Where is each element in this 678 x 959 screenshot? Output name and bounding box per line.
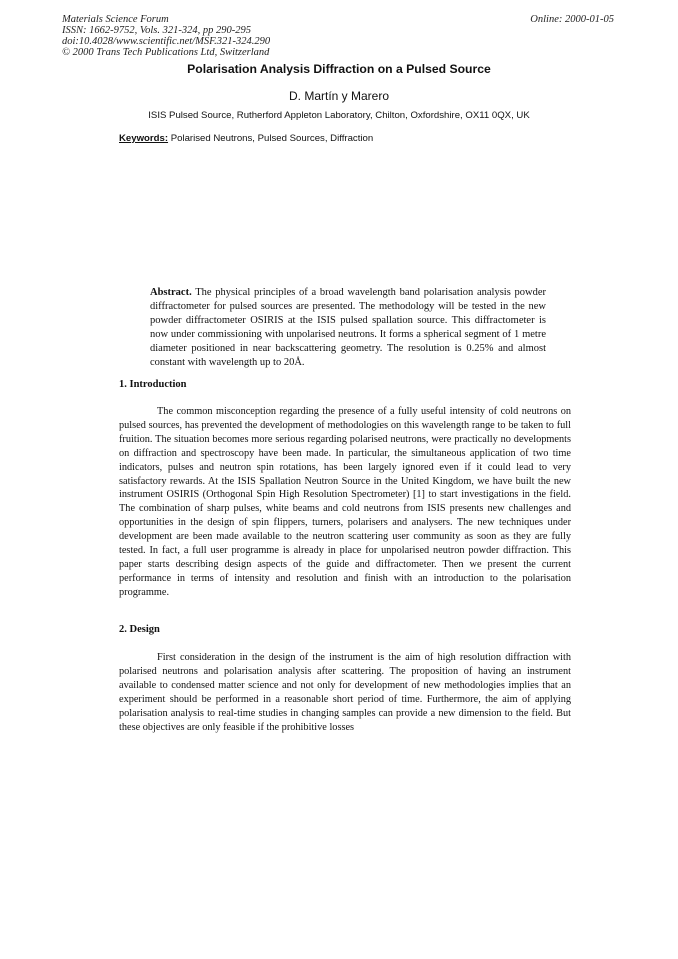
journal-doi[interactable]: doi:10.4028/www.scientific.net/MSF.321-324.290 (62, 36, 271, 47)
keywords-text: Polarised Neutrons, Pulsed Sources, Diffraction (170, 133, 374, 144)
journal-copyright: © 2000 Trans Tech Publications Ltd, Switzerland (62, 47, 270, 58)
section-body-design: First consideration in the design of the instrument is the aim of high resolution diffraction with polarised neutrons and polarisation analysis after scattering. The proposition of having an instrument available to condensed matter science and not only for development of new methodologies implies that an experiment should be performed in a reasonable short period of time. Furthermore, the aim of applying polarisation analysis to real-time studies in changing samples can provide a new dimension to the field. But these objectives are only feasible if the prohibitive losses (119, 652, 571, 733)
section-heading-introduction: 1. Introduction (119, 379, 187, 390)
abstract-label: Abstract. (150, 287, 192, 298)
journal-name: Materials Science Forum (62, 14, 169, 25)
keywords-label: Keywords: (119, 133, 169, 144)
section-heading-design: 2. Design (119, 624, 160, 635)
online-date: Online: 2000-01-05 (530, 14, 614, 25)
journal-citation (62, 14, 270, 58)
paper-title: Polarisation Analysis Diffraction on a Pulsed Source (187, 62, 491, 76)
abstract (150, 286, 546, 370)
journal-issn: ISSN: 1662-9752, Vols. 321-324, pp 290-295 (62, 25, 251, 36)
section-body-introduction: The common misconception regarding the presence of a fully useful intensity of cold neutrons on pulsed sources, has prevented the development of methodologies on this wavelength range to be taken to full fruition. The situation becomes more serious regarding polarised neutrons, were practically no developments on diffraction and spectroscopy have been made. In particular, the simultaneous application of two time indicators, pulses and neutron spin rotations, has been largely ignored even if it could lead to very satisfactory rewards. At the ISIS Spallation Neutron Source in the United Kingdom, we have built the new instrument OSIRIS (Orthogonal Spin High Resolution Spectrometer) [1] to start investigations in the field. The combination of sharp pulses, white beams and cold neutrons from ISIS presents new challenges and opportunities in the design of spin flippers, turners, polarisers and analysers. The new techniques under development are been made available to the neutron scattering user community as soon as they are fully tested. In fact, a full user programme is already in place for unpolarised neutron powder diffraction. This paper starts describing design aspects of the guide and diffractometer. Then we present the current performance in terms of intensity and resolution and finish with an introduction to the polarisation programme. (119, 406, 571, 598)
keywords-line (119, 133, 373, 144)
abstract-text: The physical principles of a broad wavelength band polarisation analysis powder diffractometer for pulsed sources are presented. The methodology will be tested in the new powder diffractometer OSIRIS at the ISIS pulsed spallation source. This diffractometer is now under commissioning with unpolarised neutrons. It forms a spherical segment of 1 metre diameter positioned in near backscattering geometry. The resolution is 0.25% and almost constant with wavelength up to 20Å. (150, 287, 546, 368)
paper-affiliation: ISIS Pulsed Source, Rutherford Appleton Laboratory, Chilton, Oxfordshire, OX11 0QX, UK (148, 110, 530, 121)
paper-author: D. Martín y Marero (288, 89, 390, 103)
